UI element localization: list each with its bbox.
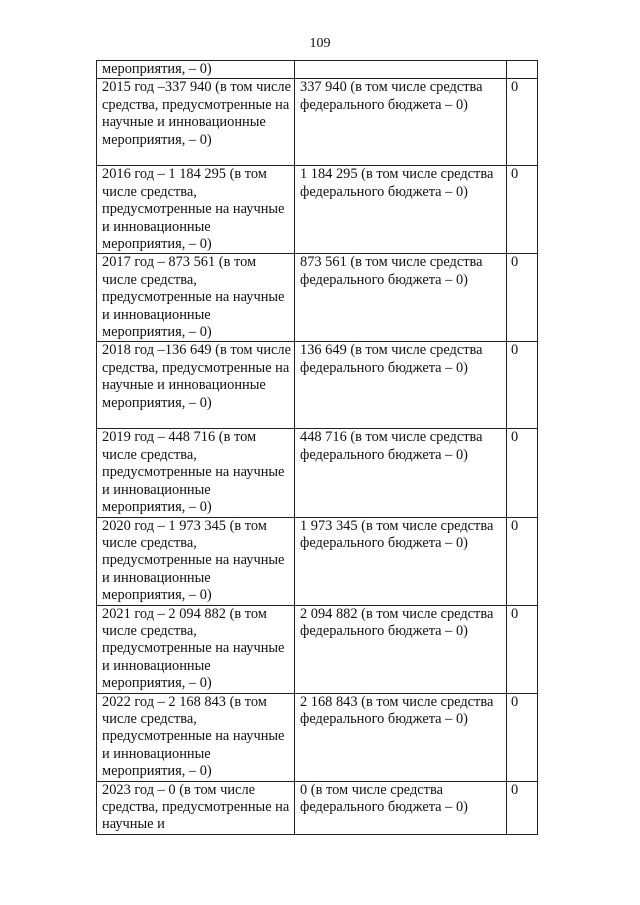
cell-total-funding: 2022 год – 2 168 843 (в том числе средства, предусмотренные на научные и инновационные мероприятия, – 0) — [97, 693, 295, 781]
cell-federal-funding: 0 (в том числе средства федерального бюджета – 0) — [295, 781, 507, 834]
cell-other-funding: 0 — [507, 342, 538, 429]
cell-total-funding: 2023 год – 0 (в том числе средства, предусмотренные на научные и — [97, 781, 295, 834]
cell-federal-funding: 448 716 (в том числе средства федерального бюджета – 0) — [295, 429, 507, 517]
cell-total-funding: 2021 год – 2 094 882 (в том числе средства, предусмотренные на научные и инновационные мероприятия, – 0) — [97, 605, 295, 693]
cell-total-funding: 2018 год –136 649 (в том числе средства, предусмотренные на научные и инновационные мероприятия, – 0) — [97, 342, 295, 429]
cell-federal-funding: 337 940 (в том числе средства федерального бюджета – 0) — [295, 79, 507, 166]
cell-total-funding: мероприятия, – 0) — [97, 61, 295, 79]
cell-other-funding: 0 — [507, 517, 538, 605]
table-row — [97, 517, 538, 605]
cell-other-funding: 0 — [507, 429, 538, 517]
cell-federal-funding — [295, 61, 507, 79]
cell-total-funding: 2020 год – 1 973 345 (в том числе средства, предусмотренные на научные и инновационные мероприятия, – 0) — [97, 517, 295, 605]
table-row — [97, 781, 538, 834]
cell-federal-funding: 1 184 295 (в том числе средства федерального бюджета – 0) — [295, 166, 507, 254]
cell-other-funding: 0 — [507, 79, 538, 166]
cell-other-funding: 0 — [507, 605, 538, 693]
cell-other-funding: 0 — [507, 254, 538, 342]
cell-total-funding: 2017 год – 873 561 (в том числе средства, предусмотренные на научные и инновационные мероприятия, – 0) — [97, 254, 295, 342]
cell-total-funding: 2016 год – 1 184 295 (в том числе средства, предусмотренные на научные и инновационные мероприятия, – 0) — [97, 166, 295, 254]
cell-federal-funding: 2 094 882 (в том числе средства федерального бюджета – 0) — [295, 605, 507, 693]
table-row — [97, 79, 538, 166]
table-row — [97, 166, 538, 254]
cell-federal-funding: 136 649 (в том числе средства федерального бюджета – 0) — [295, 342, 507, 429]
funding-table — [96, 60, 538, 835]
page-number: 109 — [309, 36, 331, 51]
cell-federal-funding: 873 561 (в том числе средства федерального бюджета – 0) — [295, 254, 507, 342]
table-row — [97, 429, 538, 517]
table-row — [97, 342, 538, 429]
table-row-continuation — [97, 61, 538, 79]
cell-total-funding: 2015 год –337 940 (в том числе средства, предусмотренные на научные и инновационные мероприятия, – 0) — [97, 79, 295, 166]
table-row — [97, 254, 538, 342]
cell-federal-funding: 1 973 345 (в том числе средства федерального бюджета – 0) — [295, 517, 507, 605]
cell-other-funding — [507, 61, 538, 79]
cell-federal-funding: 2 168 843 (в том числе средства федерального бюджета – 0) — [295, 693, 507, 781]
cell-total-funding: 2019 год – 448 716 (в том числе средства, предусмотренные на научные и инновационные мероприятия, – 0) — [97, 429, 295, 517]
table-row — [97, 605, 538, 693]
cell-other-funding: 0 — [507, 693, 538, 781]
cell-other-funding: 0 — [507, 781, 538, 834]
cell-other-funding: 0 — [507, 166, 538, 254]
table-row — [97, 693, 538, 781]
